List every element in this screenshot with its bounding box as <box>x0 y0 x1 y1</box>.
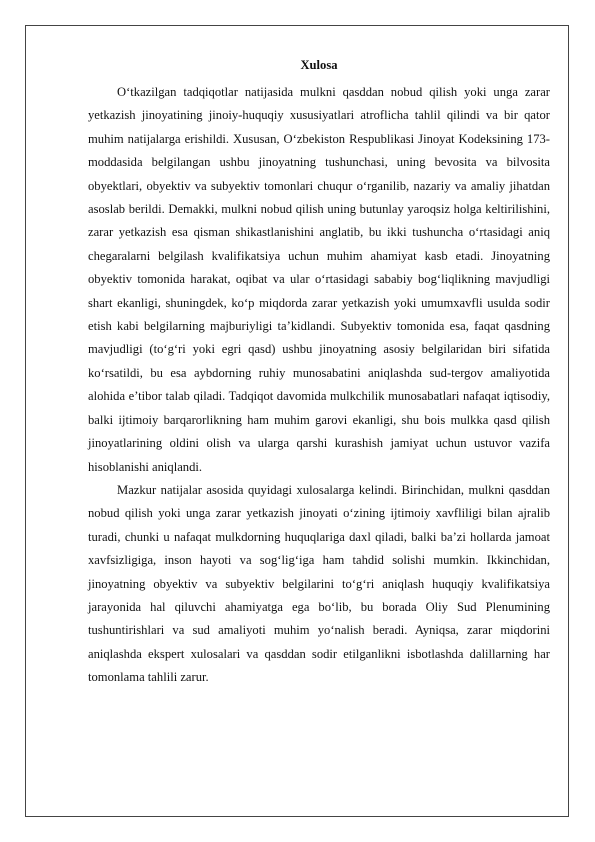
document-body <box>88 57 550 690</box>
document-title: Xulosa <box>300 58 338 72</box>
paragraph-1: O‘tkazilgan tadqiqotlar natijasida mulkni qasddan nobud qilish yoki unga zarar yetkazish jinoyatining jinoiy-huquqiy xususiyatlari atroflicha tahlil qilindi va bir qator muhim natijalarga erishildi. Xususan, O‘zbekiston Respublikasi Jinoyat Kodeksining 173-moddasida belgilangan ushbu jinoyatning tushunchasi, uning bevosita va bilvosita obyektlari, obyektiv va subyektiv tomonlari chuqur o‘rganilib, nazariy va amaliy jihatdan asoslab berildi. Demakki, mulkni nobud qilish uning butunlay yaroqsiz holga keltirilishini, zarar yetkazish esa qisman shikastlanishini anglatib, bu ikki tushuncha o‘rtasidagi aniq chegaralarni belgilash kvalifikatsiya uchun muhim ahamiyat kasb etadi. Jinoyatning obyektiv tomonida harakat, oqibat va ular o‘rtasidagi sababiy bog‘liqlikning mavjudligi shart ekanligi, shuningdek, ko‘p miqdorda zarar yetkazish yoki umumxavfli usulda sodir etish kabi belgilarning majburiyligi ta’kidlandi. Subyektiv tomonida esa, faqat qasdning mavjudligi (to‘g‘ri yoki egri qasd) ushbu jinoyatning asosiy belgilaridan biri sifatida ko‘rsatildi, bu esa aybdorning ruhiy munosabatini aniqlashda sud-tergov amaliyotida alohida e’tibor talab qiladi. Tadqiqot davomida mulkchilik munosabatlari nafaqat iqtisodiy, balki ijtimoiy barqarorlikning ham muhim garovi ekanligi, shu bois mulkka qasd qilish jinoyatlarining oldini olish va ularga qarshi kurashish jamiyat uchun ustuvor vazifa hisoblanishi aniqlandi. <box>88 85 550 474</box>
paragraph-2: Mazkur natijalar asosida quyidagi xulosalarga kelindi. Birinchidan, mulkni qasddan nobud qilish yoki unga zarar yetkazish jinoyati o‘zining ijtimoiy xavfliligi bilan ajralib turadi, chunki u nafaqat mulkdorning huquqlariga daxl qiladi, balki ba’zi hollarda jamoat xavfsizligiga, inson hayoti va sog‘lig‘iga ham tahdid solishi mumkin. Ikkinchidan, jinoyatning obyektiv va subyektiv belgilarini to‘g‘ri aniqlash huquqiy kvalifikatsiya jarayonida hal qiluvchi ahamiyatga ega bo‘lib, bu borada Oliy Sud Plenumining tushuntirishlari va sud amaliyoti muhim yo‘nalish beradi. Ayniqsa, zarar miqdorini aniqlashda ekspert xulosalari va qasddan sodir etilganlikni isbotlashda dalillarning har tomonlama tahlili zarur. <box>88 482 550 685</box>
